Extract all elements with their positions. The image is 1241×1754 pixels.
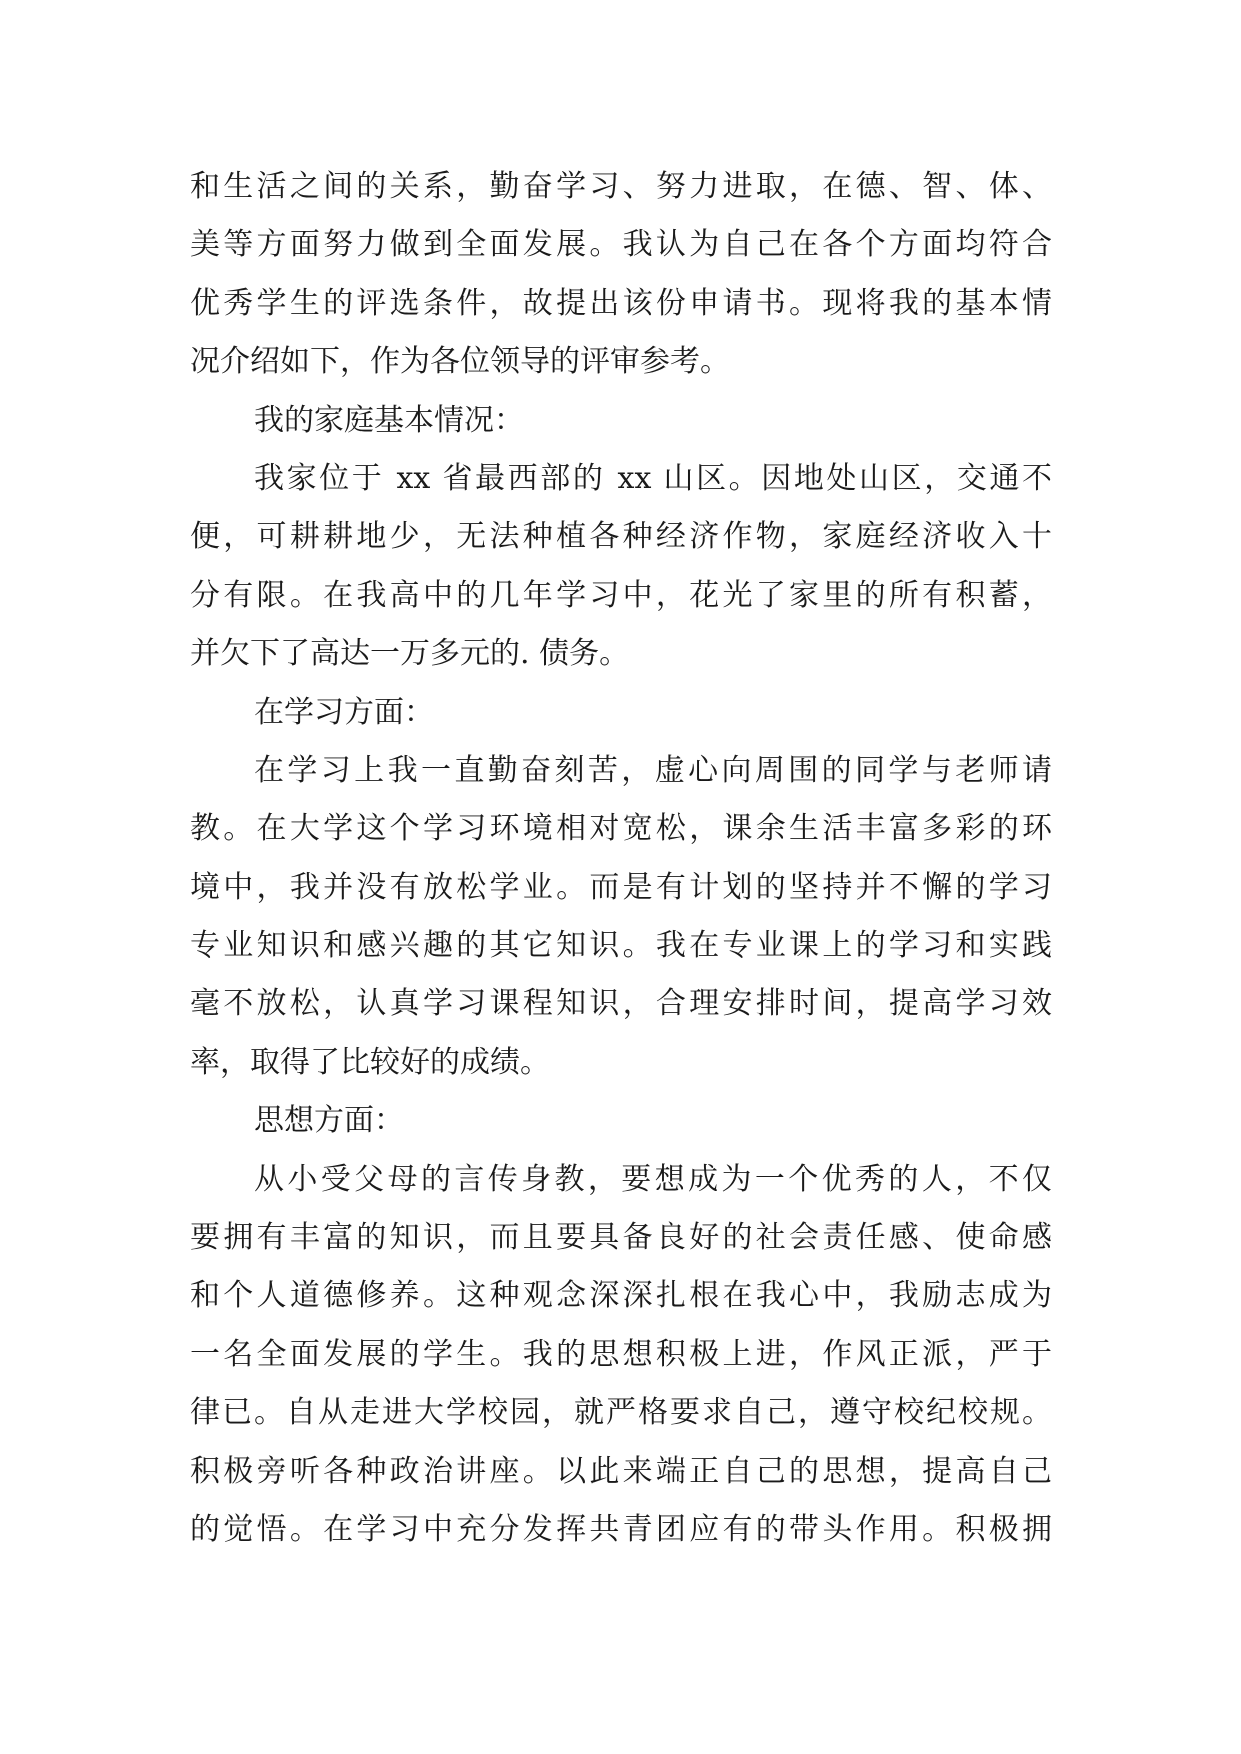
body-line: 的觉悟。在学习中充分发挥共青团应有的带头作用。积极拥 xyxy=(190,1511,1052,1547)
body-line: 美等方面努力做到全面发展。我认为自己在各个方面均符合 xyxy=(190,227,1052,263)
body-line: 率，取得了比较好的成绩。 xyxy=(190,1044,550,1080)
body-line: 我家位于 xx 省最西部的 xx 山区。因地处山区，交通不 xyxy=(254,460,1052,496)
body-line: 在学习上我一直勤奋刻苦，虚心向周围的同学与老师请 xyxy=(254,752,1052,788)
body-line: 分有限。在我高中的几年学习中，花光了家里的所有积蓄， xyxy=(190,577,1052,613)
body-line: 要拥有丰富的知识，而且要具备良好的社会责任感、使命感 xyxy=(190,1220,1052,1256)
body-line: 便，可耕耕地少，无法种植各种经济作物，家庭经济收入十 xyxy=(190,519,1052,555)
body-line: 境中，我并没有放松学业。而是有计划的坚持并不懈的学习 xyxy=(190,869,1052,905)
body-line: 律已。自从走进大学校园，就严格要求自己，遵守校纪校规。 xyxy=(190,1395,1052,1431)
body-line: 和生活之间的关系，勤奋学习、努力进取，在德、智、体、 xyxy=(190,169,1052,204)
body-line: 积极旁听各种政治讲座。以此来端正自己的思想，提高自己 xyxy=(190,1453,1052,1489)
body-line: 和个人道德修养。这种观念深深扎根在我心中，我励志成为 xyxy=(190,1278,1052,1314)
document-body xyxy=(190,158,1052,1559)
body-line: 教。在大学这个学习环境相对宽松，课余生活丰富多彩的环 xyxy=(190,811,1052,847)
body-line: 一名全面发展的学生。我的思想积极上进，作风正派，严于 xyxy=(190,1336,1052,1372)
body-line: 毫不放松，认真学习课程知识，合理安排时间，提高学习效 xyxy=(190,986,1052,1022)
body-line: 专业知识和感兴趣的其它知识。我在专业课上的学习和实践 xyxy=(190,928,1052,964)
section-heading-family: 我的家庭基本情况： xyxy=(254,402,524,438)
section-heading-thought: 思想方面： xyxy=(254,1103,404,1139)
body-line: 并欠下了高达一万多元的. 债务。 xyxy=(190,636,630,672)
body-line: 况介绍如下，作为各位领导的评审参考。 xyxy=(190,344,730,380)
section-heading-study: 在学习方面： xyxy=(254,694,434,730)
body-line: 从小受父母的言传身教，要想成为一个优秀的人，不仅 xyxy=(254,1161,1052,1197)
body-line: 优秀学生的评选条件，故提出该份申请书。现将我的基本情 xyxy=(190,285,1052,321)
